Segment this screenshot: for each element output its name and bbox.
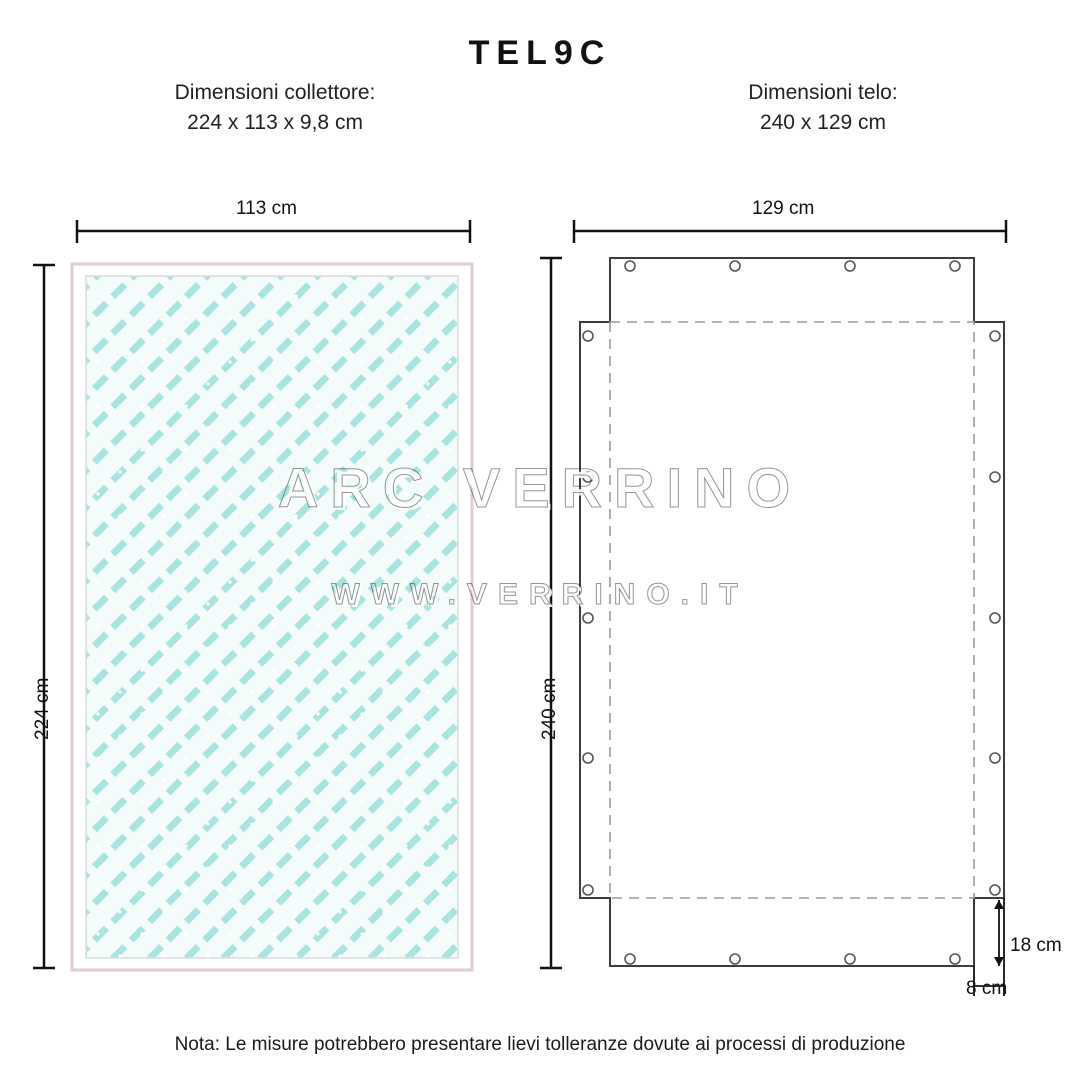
cover-flap-height-label: 18 cm	[1010, 935, 1062, 956]
watermark-brand: ARC VERRINO	[277, 456, 803, 519]
collector-dimensions-value: 224 x 113 x 9,8 cm	[187, 111, 363, 134]
cover-outline	[580, 258, 1004, 966]
collector-panel-group	[33, 220, 472, 970]
collector-absorber-dots	[86, 276, 458, 958]
cover-dimensions-label: Dimensioni telo:	[748, 81, 898, 104]
cover-sheet-group	[540, 220, 1006, 996]
collector-height-dimension	[33, 265, 55, 968]
cover-dimensions-value: 240 x 129 cm	[759, 111, 887, 134]
collector-dimensions-label: Dimensioni collettore:	[174, 81, 376, 104]
page-title: TEL9C	[468, 34, 612, 72]
collector-width-label: 113 cm	[236, 198, 297, 219]
cover-height-dimension	[540, 258, 562, 968]
cover-width-label: 129 cm	[752, 198, 815, 219]
collector-height-label: 224 cm	[32, 677, 53, 740]
cover-flap-height-dimension	[994, 900, 1004, 966]
collector-width-dimension	[77, 220, 470, 243]
cover-flap-offset-label: 8 cm	[966, 978, 1008, 999]
watermark-site: WWW.VERRINO.IT	[331, 578, 749, 611]
cover-height-label: 240 cm	[539, 677, 560, 740]
tolerance-note: Nota: Le misure potrebbero presentare lievi tolleranze dovute ai processi di produzione	[174, 1034, 906, 1055]
cover-width-dimension	[574, 220, 1006, 243]
